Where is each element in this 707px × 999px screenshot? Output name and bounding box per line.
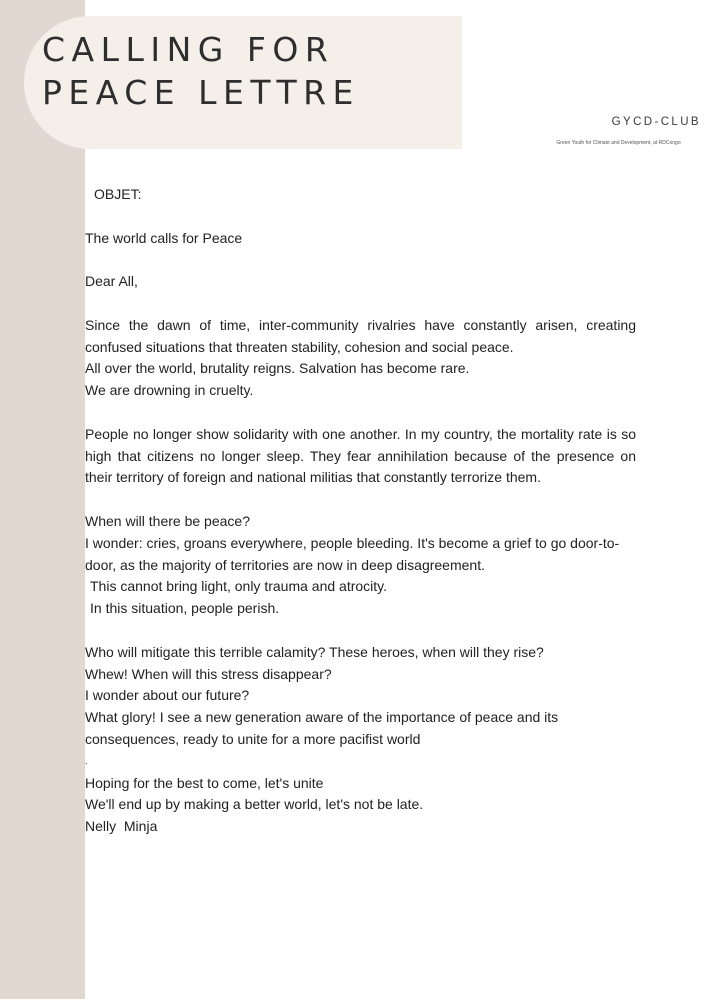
- paragraph-1-line-2: All over the world, brutality reigns. Salvation has become rare.: [85, 360, 470, 377]
- paragraph-3-line-3: This cannot bring light, only trauma and atrocity.: [90, 578, 388, 595]
- signature: Nelly Minja: [85, 818, 158, 835]
- paragraph-4-line-4: What glory! I see a new generation aware of the importance of peace and its consequences, ready to unite for a more pacifist world: [85, 709, 559, 747]
- club-full-name: Green Youth for Climate and Development, at RDCongo: [556, 140, 681, 146]
- letter-body: [85, 184, 636, 838]
- paragraph-1: Since the dawn of time, inter-community rivalries have constantly arisen, creating confused situations that threaten stability, cohesion and social peace.: [85, 316, 636, 355]
- object-label: OBJET:: [94, 186, 142, 202]
- paragraph-1-line-3: We are drowning in cruelty.: [85, 382, 254, 399]
- document-title-line-2: PEACE LETTRE: [42, 73, 360, 112]
- paragraph-3-line-2: I wonder: cries, groans everywhere, people bleeding. It's become a grief to go door-to-door, as the majority of territories are now in deep disagreement.: [85, 534, 620, 573]
- paragraph-4-line-2: Whew! When will this stress disappear?: [85, 665, 332, 682]
- paragraph-4-line-3: I wonder about our future?: [85, 687, 250, 704]
- salutation: Dear All,: [85, 273, 138, 290]
- document-title-line-1: CALLING FOR: [42, 30, 335, 69]
- letter-subject: The world calls for Peace: [85, 229, 243, 246]
- paragraph-4-line-7: We'll end up by making a better world, let's not be late.: [85, 796, 424, 813]
- paragraph-3-line-1: When will there be peace?: [85, 512, 250, 529]
- paragraph-4-dot: .: [85, 755, 88, 766]
- paragraph-4-line-6: Hoping for the best to come, let's unite: [85, 774, 324, 791]
- paragraph-3-line-4: In this situation, people perish.: [90, 600, 280, 617]
- paragraph-2: People no longer show solidarity with one another. In my country, the mortality rate is so high that citizens no longer sleep. They fear annihilation because of the presence on their territory of foreign and national militias that constantly terrorize them.: [85, 425, 636, 486]
- decorative-side-band: [0, 0, 85, 999]
- paragraph-4-line-1: Who will mitigate this terrible calamity? These heroes, when will they rise?: [85, 643, 544, 660]
- club-name: GYCD-CLUB: [611, 116, 701, 128]
